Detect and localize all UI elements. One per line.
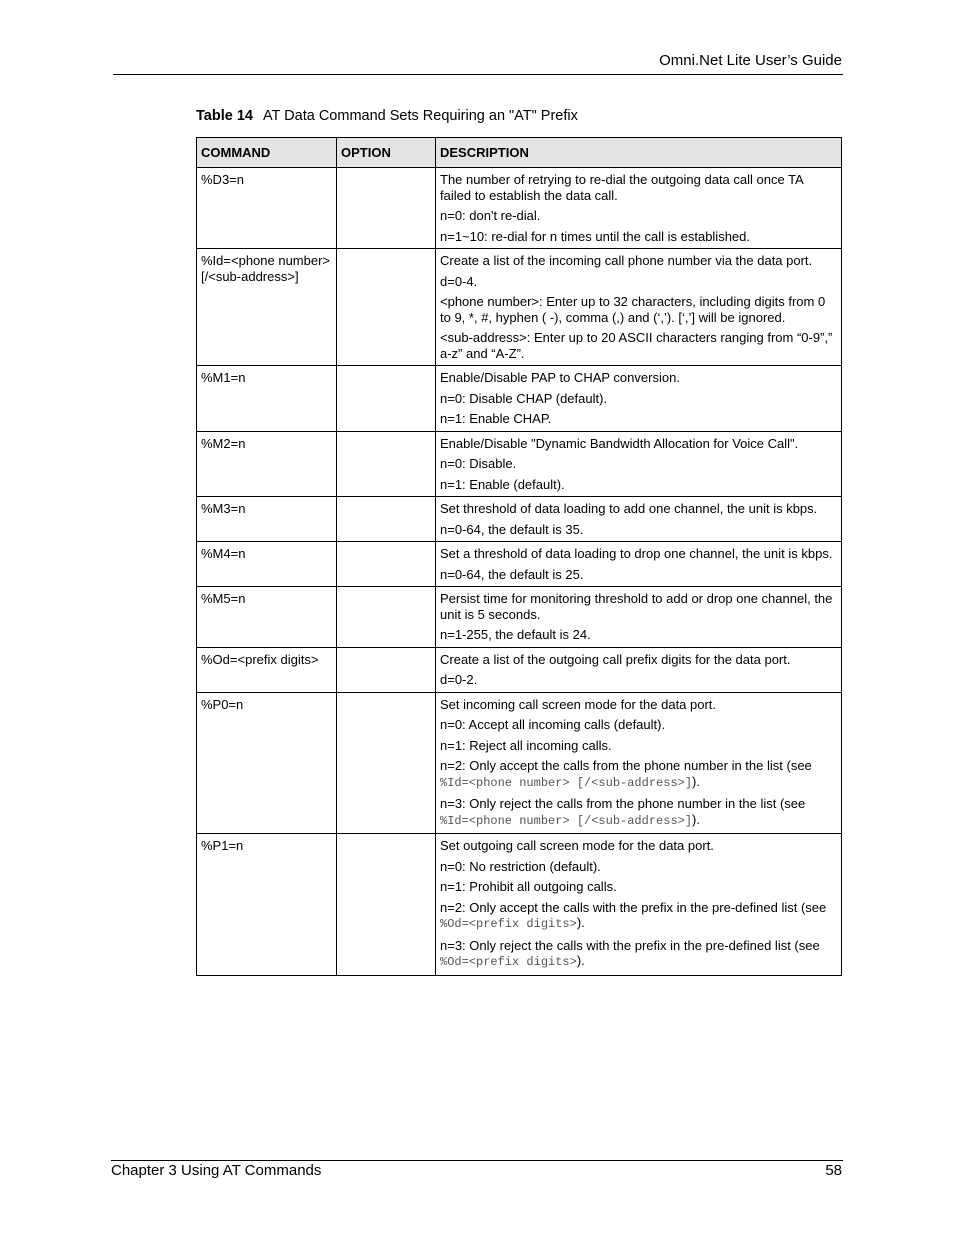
description-paragraph	[440, 838, 837, 854]
description-paragraph	[440, 391, 837, 407]
description-text: d=0-2.	[440, 672, 478, 687]
description-text: Set outgoing call screen mode for the data port.	[440, 838, 714, 853]
option-cell	[337, 587, 436, 648]
description-text: n=0: don't re-dial.	[440, 208, 541, 223]
at-command-table	[196, 137, 842, 976]
description-cell	[436, 647, 842, 692]
table-row	[197, 366, 842, 432]
description-text: n=0: Disable CHAP (default).	[440, 390, 608, 406]
table-row	[197, 542, 842, 587]
description-paragraph	[440, 172, 837, 203]
description-paragraph	[440, 717, 837, 733]
page-number: 58	[825, 1162, 842, 1179]
description-paragraph	[440, 370, 837, 386]
description-paragraph	[440, 229, 837, 245]
description-text: n=0: Disable.	[440, 456, 517, 471]
table-row	[197, 168, 842, 249]
description-text: n=2: Only accept the calls with the prefix in the pre-defined list (see	[440, 899, 827, 915]
description-text: Set a threshold of data loading to drop one channel, the unit is kbps.	[440, 546, 833, 561]
description-paragraph	[440, 294, 837, 325]
description-text: n=0-64, the default is 35.	[440, 521, 584, 537]
description-text: n=0: No restriction (default).	[440, 858, 601, 874]
description-paragraph	[440, 697, 837, 713]
description-text: n=2: Only accept the calls from the phone number in the list (see	[440, 758, 812, 773]
command-reference: %Id=<phone number> [/<sub-address>]	[440, 813, 693, 828]
description-cell	[436, 497, 842, 542]
description-paragraph	[440, 672, 837, 688]
table-caption	[196, 108, 578, 124]
table-row	[197, 249, 842, 366]
description-paragraph	[440, 253, 837, 269]
description-text: <sub-address>: Enter up to 20 ASCII characters ranging from “0-9”,” a-z” and “A-Z”.	[440, 330, 833, 361]
description-text: n=3: Only reject the calls with the prefix in the pre-defined list (see	[440, 937, 820, 953]
description-paragraph	[440, 208, 837, 224]
option-cell	[337, 497, 436, 542]
table-row	[197, 497, 842, 542]
description-text: Persist time for monitoring threshold to add or drop one channel, the unit is 5 seconds.	[440, 591, 833, 622]
table-row	[197, 587, 842, 648]
command-cell: %Od=<prefix digits>	[197, 647, 337, 692]
description-text: Create a list of the outgoing call prefix digits for the data port.	[440, 651, 791, 667]
description-paragraph	[440, 900, 837, 933]
description-text: The number of retrying to re-dial the outgoing data call once TA failed to establish the data call.	[440, 172, 804, 203]
description-paragraph	[440, 274, 837, 290]
description-paragraph	[440, 738, 837, 754]
description-paragraph	[440, 456, 837, 472]
option-cell	[337, 366, 436, 432]
table-header-row	[197, 138, 842, 168]
description-text: n=1: Reject all incoming calls.	[440, 737, 612, 753]
description-text: n=3: Only reject the calls from the phone number in the list (see	[440, 796, 806, 811]
description-paragraph	[440, 859, 837, 875]
command-reference: %Id=<phone number> [/<sub-address>]	[440, 775, 693, 790]
description-cell	[436, 431, 842, 497]
description-paragraph	[440, 758, 837, 791]
description-cell	[436, 168, 842, 249]
command-cell: %P1=n	[197, 834, 337, 976]
option-cell	[337, 834, 436, 976]
description-cell	[436, 692, 842, 834]
table-row	[197, 692, 842, 834]
description-paragraph	[440, 411, 837, 427]
column-header-option: OPTION	[337, 138, 436, 168]
description-cell	[436, 249, 842, 366]
footer-chapter: Chapter 3 Using AT Commands	[111, 1162, 322, 1179]
description-text: n=1-255, the default is 24.	[440, 627, 591, 642]
option-cell	[337, 647, 436, 692]
option-cell	[337, 431, 436, 497]
description-paragraph	[440, 591, 837, 622]
description-text: ).	[692, 811, 700, 827]
description-paragraph	[440, 477, 837, 493]
command-cell: %M3=n	[197, 497, 337, 542]
description-text: Enable/Disable PAP to CHAP conversion.	[440, 370, 680, 385]
table-row	[197, 431, 842, 497]
description-text: n=1: Enable (default).	[440, 476, 565, 492]
description-paragraph	[440, 652, 837, 668]
description-paragraph	[440, 501, 837, 517]
description-text: Create a list of the incoming call phone number via the data port.	[440, 253, 813, 268]
description-paragraph	[440, 627, 837, 643]
description-paragraph	[440, 436, 837, 452]
command-reference: %Od=<prefix digits>	[440, 955, 577, 969]
option-cell	[337, 542, 436, 587]
command-cell: %P0=n	[197, 692, 337, 834]
column-header-description: DESCRIPTION	[436, 138, 842, 168]
table-caption-label: Table 14	[196, 108, 253, 124]
description-text: <phone number>: Enter up to 32 characters, including digits from 0 to 9, *, #, hyphen ( -), comma (,) and (‘,’). [‘,’] will be ignored.	[440, 294, 826, 325]
command-cell: %M1=n	[197, 366, 337, 432]
description-paragraph	[440, 796, 837, 829]
command-cell: %M5=n	[197, 587, 337, 648]
column-header-command: COMMAND	[197, 138, 337, 168]
description-text: d=0-4.	[440, 273, 478, 289]
description-cell	[436, 587, 842, 648]
command-cell: %M2=n	[197, 431, 337, 497]
description-text: ).	[692, 773, 700, 789]
description-cell	[436, 542, 842, 587]
description-text: n=0-64, the default is 25.	[440, 566, 584, 582]
footer-rule	[111, 1160, 843, 1161]
option-cell	[337, 249, 436, 366]
description-cell	[436, 366, 842, 432]
description-cell	[436, 834, 842, 976]
option-cell	[337, 168, 436, 249]
description-text: ).	[576, 953, 585, 968]
command-reference: %Od=<prefix digits>	[440, 917, 577, 931]
description-paragraph	[440, 567, 837, 583]
description-paragraph	[440, 330, 837, 361]
description-text: ).	[576, 915, 585, 930]
description-text: n=1~10: re-dial for n times until the call is established.	[440, 228, 751, 244]
description-paragraph	[440, 938, 837, 971]
table-row	[197, 647, 842, 692]
table-caption-text: AT Data Command Sets Requiring an "AT" Prefix	[262, 108, 578, 124]
command-cell: %D3=n	[197, 168, 337, 249]
option-cell	[337, 692, 436, 834]
description-text: Enable/Disable "Dynamic Bandwidth Allocation for Voice Call".	[440, 435, 799, 451]
description-text: n=0: Accept all incoming calls (default).	[440, 717, 666, 732]
command-cell: %M4=n	[197, 542, 337, 587]
description-text: Set incoming call screen mode for the data port.	[440, 696, 717, 712]
description-text: n=1: Enable CHAP.	[440, 411, 552, 426]
table-body	[197, 168, 842, 976]
table-row	[197, 834, 842, 976]
command-cell: %Id=<phone number> [/<sub-address>]	[197, 249, 337, 366]
header-rule	[113, 74, 843, 75]
description-paragraph	[440, 546, 837, 562]
running-header-title: Omni.Net Lite User’s Guide	[659, 52, 842, 69]
description-paragraph	[440, 879, 837, 895]
description-text: Set threshold of data loading to add one channel, the unit is kbps.	[440, 501, 818, 516]
description-text: n=1: Prohibit all outgoing calls.	[440, 879, 617, 894]
description-paragraph	[440, 522, 837, 538]
